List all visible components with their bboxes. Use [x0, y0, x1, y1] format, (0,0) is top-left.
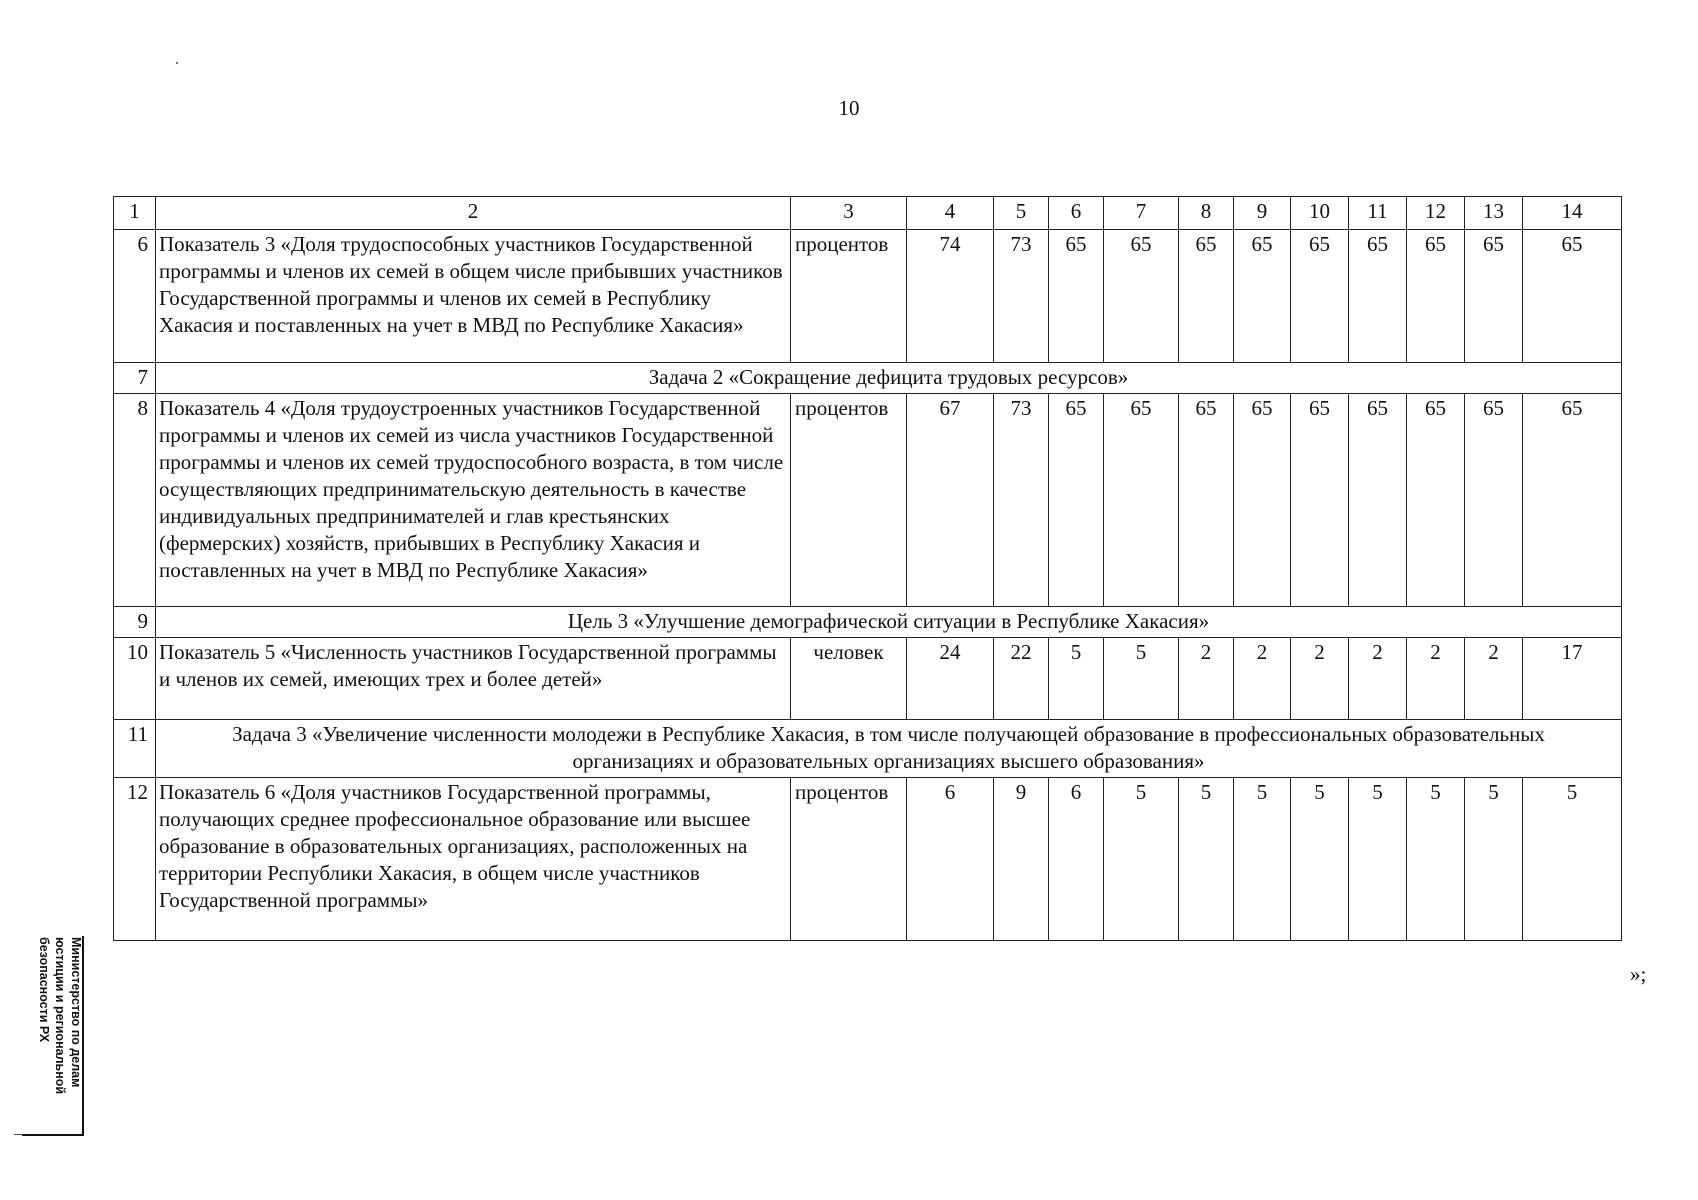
- value-cell: 65: [1523, 394, 1622, 607]
- value-cell: 2: [1465, 638, 1523, 720]
- header-cell: 1: [114, 197, 156, 230]
- unit-cell: человек: [791, 638, 907, 720]
- section-title: Цель 3 «Улучшение демографической ситуации в Республике Хакасия»: [156, 607, 1622, 638]
- value-cell: 2: [1291, 638, 1349, 720]
- value-cell: 65: [1349, 394, 1407, 607]
- indicator-description: Показатель 4 «Доля трудоустроенных участников Государственной программы и членов их семей из числа участников Государственной программы и членов их семей трудоспособного возраста, в том числе осуществляющих предпринимательскую деятельность в качестве индивидуальных предпринимателей и глав крестьянских (фермерских) хозяйств, прибывших в Республику Хакасия и поставленных на учет в МВД по Республике Хакасия»: [156, 394, 791, 607]
- value-cell: 5: [1234, 778, 1291, 941]
- unit-cell: процентов: [791, 778, 907, 941]
- value-cell: 5: [1104, 638, 1179, 720]
- value-cell: 2: [1234, 638, 1291, 720]
- value-cell: 65: [1465, 230, 1523, 363]
- value-cell: 6: [907, 778, 994, 941]
- header-cell: 8: [1179, 197, 1234, 230]
- table-row-indicator-3: [114, 230, 1622, 363]
- row-number: 6: [114, 230, 156, 363]
- row-number: 7: [114, 363, 156, 394]
- value-cell: 5: [1291, 778, 1349, 941]
- value-cell: 73: [994, 230, 1049, 363]
- value-cell: 24: [907, 638, 994, 720]
- value-cell: 65: [1049, 394, 1104, 607]
- value-cell: 65: [1234, 230, 1291, 363]
- header-cell: 12: [1407, 197, 1465, 230]
- header-cell: 10: [1291, 197, 1349, 230]
- table-header-row: [114, 197, 1622, 230]
- indicator-description: Показатель 3 «Доля трудоспособных участников Государственной программы и членов их семей в общем числе прибывших участников Государственной программы и членов их семей в Республику Хакасия и поставленных на учет в МВД по Республике Хакасия»: [156, 230, 791, 363]
- value-cell: 65: [1234, 394, 1291, 607]
- value-cell: 5: [1407, 778, 1465, 941]
- table-row-indicator-6: [114, 778, 1622, 941]
- closing-quote-mark: »;: [1630, 962, 1647, 986]
- header-cell: 2: [156, 197, 791, 230]
- value-cell: 2: [1407, 638, 1465, 720]
- header-cell: 9: [1234, 197, 1291, 230]
- value-cell: 2: [1349, 638, 1407, 720]
- value-cell: 6: [1049, 778, 1104, 941]
- scan-speck: [176, 62, 178, 64]
- stamp-line: безопасности РХ: [37, 937, 51, 1043]
- value-cell: 22: [994, 638, 1049, 720]
- value-cell: 65: [1523, 230, 1622, 363]
- value-cell: 65: [1179, 230, 1234, 363]
- indicator-description: Показатель 6 «Доля участников Государственной программы, получающих среднее профессиональное образование или высшее образование в образовательных организациях, расположенных на территории Республики Хакасия, в общем числе участников Государственной программы»: [156, 778, 791, 941]
- value-cell: 5: [1523, 778, 1622, 941]
- stamp-line: Министерство по делам: [69, 937, 83, 1088]
- row-number: 8: [114, 394, 156, 607]
- value-cell: 5: [1104, 778, 1179, 941]
- value-cell: 65: [1179, 394, 1234, 607]
- header-cell: 7: [1104, 197, 1179, 230]
- header-cell: 3: [791, 197, 907, 230]
- table-row-task-3: [114, 720, 1622, 778]
- table-row-task-2: [114, 363, 1622, 394]
- header-cell: 11: [1349, 197, 1407, 230]
- value-cell: 5: [1049, 638, 1104, 720]
- value-cell: 9: [994, 778, 1049, 941]
- indicator-description: Показатель 5 «Численность участников Государственной программы и членов их семей, имеющих трех и более детей»: [156, 638, 791, 720]
- header-cell: 4: [907, 197, 994, 230]
- value-cell: 65: [1291, 230, 1349, 363]
- stamp-line: юстиции и региональной: [53, 937, 67, 1095]
- unit-cell: процентов: [791, 394, 907, 607]
- value-cell: 2: [1179, 638, 1234, 720]
- row-number: 9: [114, 607, 156, 638]
- table-row-indicator-4: [114, 394, 1622, 607]
- value-cell: 5: [1465, 778, 1523, 941]
- value-cell: 65: [1049, 230, 1104, 363]
- table-row-goal-3: [114, 607, 1622, 638]
- value-cell: 65: [1407, 230, 1465, 363]
- row-number: 10: [114, 638, 156, 720]
- value-cell: 65: [1349, 230, 1407, 363]
- registration-stamp-text: [36, 937, 84, 1135]
- value-cell: 5: [1349, 778, 1407, 941]
- row-number: 11: [114, 720, 156, 778]
- header-cell: 13: [1465, 197, 1523, 230]
- section-title: Задача 3 «Увеличение численности молодежи в Республике Хакасия, в том числе получающей образование в профессиональных образовательных организациях и образовательных организациях высшего образования»: [156, 720, 1622, 778]
- value-cell: 65: [1104, 394, 1179, 607]
- header-cell: 6: [1049, 197, 1104, 230]
- value-cell: 65: [1465, 394, 1523, 607]
- value-cell: 73: [994, 394, 1049, 607]
- value-cell: 5: [1179, 778, 1234, 941]
- value-cell: 17: [1523, 638, 1622, 720]
- table-row-indicator-5: [114, 638, 1622, 720]
- row-number: 12: [114, 778, 156, 941]
- header-cell: 5: [994, 197, 1049, 230]
- value-cell: 65: [1104, 230, 1179, 363]
- value-cell: 65: [1407, 394, 1465, 607]
- unit-cell: процентов: [791, 230, 907, 363]
- page-number: 10: [838, 96, 860, 120]
- stamp-tick-mark: [14, 1134, 24, 1135]
- value-cell: 74: [907, 230, 994, 363]
- value-cell: 65: [1291, 394, 1349, 607]
- header-cell: 14: [1523, 197, 1622, 230]
- indicators-table: [113, 196, 1622, 941]
- section-title: Задача 2 «Сокращение дефицита трудовых ресурсов»: [156, 363, 1622, 394]
- value-cell: 67: [907, 394, 994, 607]
